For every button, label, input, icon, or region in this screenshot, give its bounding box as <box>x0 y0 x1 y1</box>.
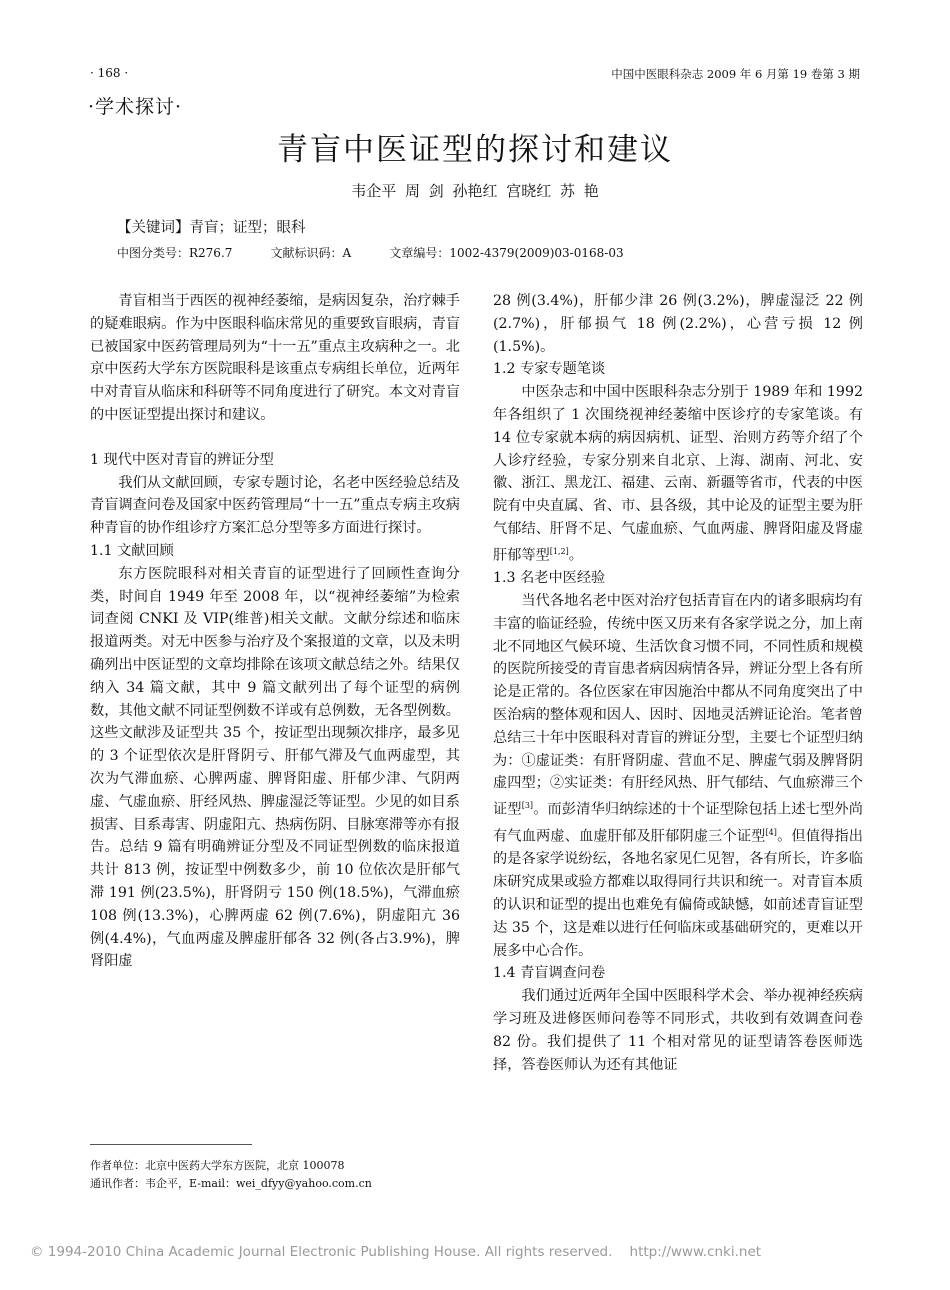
classification-line <box>117 244 624 261</box>
section-1-4-paragraph: 我们通过近两年全国中医眼科学术会、举办视神经疾病学习班及进修医师问卷等不同形式，共收到有效调查问卷 82 份。我们提供了 11 个相对常见的证型请答卷医师选择，答卷医师认为还有其他证 <box>493 988 863 1073</box>
citation-ref: [4] <box>765 827 777 837</box>
document-code: 文献标识码：A <box>270 246 352 260</box>
section-tag: ·学术探讨· <box>88 96 183 118</box>
authors: 韦企平 周 剑 孙艳红 宫晓红 苏 艳 <box>351 182 599 200</box>
footnote-divider <box>90 1144 252 1145</box>
page-number: · 168 · <box>90 66 129 80</box>
section-1-paragraph: 我们从文献回顾，专家专题讨论，名老中医经验总结及青盲调查问卷及国家中医药管理局“十一五”重点专病主攻病种青盲的协作组诊疗方案汇总分型等多方面进行探讨。 <box>90 474 460 537</box>
section-1-4-heading: 1.4 青盲调查问卷 <box>493 965 606 982</box>
section-1-1-paragraph: 东方医院眼科对相关青盲的证型进行了回顾性查询分类，时间自 1949 年至 2008 年，以“视神经萎缩”为检索词查阅 CNKI 及 VIP(维普)相关文献。文献分综述和临床报道两类。对无中医参与治疗及个案报道的文章，以及未明确列出中医证型的文章均排除在该项文献总结之外。结果仅纳入 34 篇文献，其中 9 篇文献列出了每个证型的病例数，其他文献不同证型例数不详或有总例数，无各型例数。这些文献涉及证型共 35 个，按证型出现频次排序，最多见的 3 个证型依次是肝肾阴亏、肝郁气滞及气血两虚型，其次为气滞血瘀、心脾两虚、脾肾阳虚、肝郁少津、气阴两虚、气虚血瘀、肝经风热、脾虚湿泛等证型。少见的如目系损害、目系毒害、阴虚阳亢、热病伤阴、目脉寒滞等亦有报告。总结 9 篇有明确辨证分型及不同证型例数的临床报道共计 813 例，按证型中例数多少，前 10 位依次是肝郁气滞 191 例(23.5%)，肝肾阴亏 150 例(18.5%)，气滞血瘀 108 例(13.3%)，心脾两虚 62 例(7.6%)，阴虚阳亢 36 例(4.4%)，气血两虚及脾虚肝郁各 32 例(各占3.9%)，脾肾阳虚 <box>90 565 460 970</box>
section-1-3-heading: 1.3 名老中医经验 <box>493 570 606 587</box>
section-1-2-end: 。 <box>568 547 583 564</box>
section-1-3-text-b: 。而彭清华归纳综述的十个证型除包括上述七型外尚有气血两虚、血虚肝郁及肝郁阴虚三个证型 <box>493 802 863 845</box>
section-1-3-text-c: 。但值得指出的是各家学说纷纭，各地名家见仁见智，各有所长，许多临床研究成果或验方都难以取得同行共识和统一。对青盲本质的认识和证型的提出也难免有偏倚或缺憾，如前述青盲证型达 35 个，这是难以进行任何临床或基础研究的，更难以开展多中心合作。 <box>493 828 863 959</box>
article-number: 文章编号：1002-4379(2009)03-0168-03 <box>389 246 624 260</box>
section-1-1-paragraph-continued: 28 例(3.4%)，肝郁少津 26 例(3.2%)，脾虚湿泛 22 例(2.7%)，肝郁损气 18 例(2.2%)，心营亏损 12 例(1.5%)。 <box>493 293 863 355</box>
section-1-2-text: 中医杂志和中国中医眼科杂志分别于 1989 年和 1992 年各组织了 1 次围绕视神经萎缩中医诊疗的专家笔谈。有 14 位专家就本病的病因病机、证型、治则方药等介绍了个人诊疗经验，专家分别来自北京、上海、湖南、河北、安徽、浙江、黑龙江、福建、云南、新疆等省市，代表的中医院有中央直属、省、市、县各级，其中论及的证型主要为肝气郁结、肝肾不足、气虚血瘀、气血两虚、脾肾阳虚及肾虚肝郁等型 <box>493 384 863 564</box>
footnote <box>90 1157 372 1193</box>
right-column <box>493 290 863 1076</box>
section-1-3-paragraph <box>493 590 863 962</box>
section-1-heading: 1 现代中医对青盲的辨证分型 <box>90 451 274 468</box>
clc-number: 中图分类号：R276.7 <box>117 246 233 260</box>
journal-info: 中国中医眼科杂志 2009 年 6 月第 19 卷第 3 期 <box>611 67 860 81</box>
left-column <box>90 290 460 973</box>
keywords: 【关键词】青盲；证型；眼科 <box>117 220 306 236</box>
section-1-3-text-a: 当代各地名老中医对治疗包括青盲在内的诸多眼病均有丰富的临证经验，传统中医又历来有各家学说之分，加上南北不同地区气候环境、生活饮食习惯不同，不同性质和规模的医院所接受的青盲患者病因病情各异，辨证分型上各有所论是正常的。各位医家在审因施治中都从不同角度突出了中医治病的整体观和因人、因时、因地灵活辨证论治。笔者曾总结三十年中医眼科对青盲的辨证分型，主要七个证型归纳为：①虚证类：有肝肾阴虚、营血不足、脾虚气弱及脾肾阴虚四型；②实证类：有肝经风热、肝气郁结、气血瘀滞三个证型 <box>493 593 863 818</box>
article-title: 青盲中医证型的探讨和建议 <box>277 132 673 168</box>
copyright-watermark: © 1994-2010 China Academic Journal Electronic Publishing House. All rights reserved. http://www.cnki.net <box>30 1244 762 1260</box>
section-1-2-paragraph <box>493 381 863 567</box>
author-affiliation: 作者单位：北京中医药大学东方医院，北京 100078 <box>90 1159 345 1172</box>
citation-ref: [1,2] <box>549 546 569 556</box>
section-1-1-heading: 1.1 文献回顾 <box>90 542 174 559</box>
citation-ref: [3] <box>521 801 534 811</box>
intro-paragraph: 青盲相当于西医的视神经萎缩，是病因复杂，治疗棘手的疑难眼病。作为中医眼科临床常见的重要致盲眼病，青盲已被国家中医药管理局列为“十一五”重点主攻病种之一。北京中医药大学东方医院眼科是该重点专病组长单位，近两年中对青盲从临床和科研等不同角度进行了研究。本文对青盲的中医证型提出探讨和建议。 <box>90 293 460 423</box>
corresponding-author: 通讯作者：韦企平，E-mail：wei_dfyy@yahoo.com.cn <box>90 1177 372 1190</box>
section-1-2-heading: 1.2 专家专题笔谈 <box>493 361 606 378</box>
